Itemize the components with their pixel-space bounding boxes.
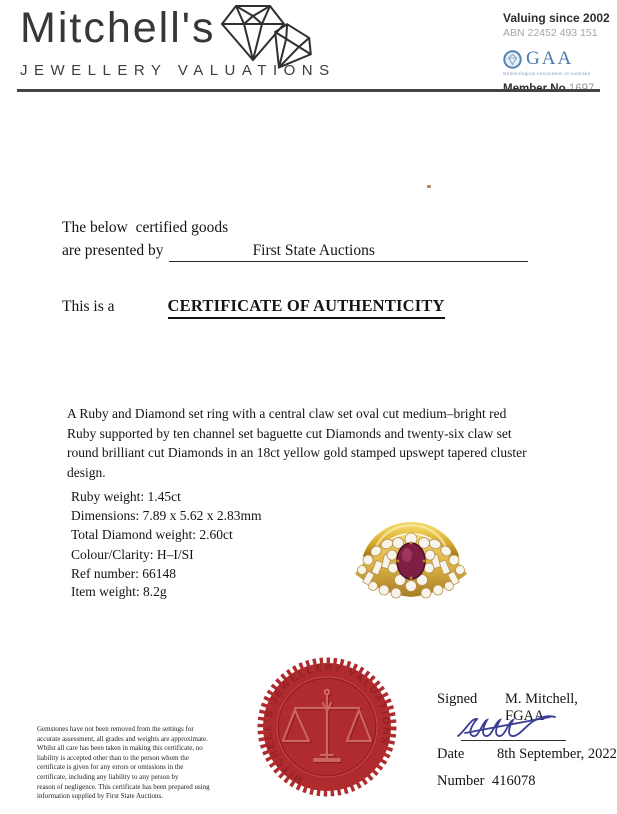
- disclaimer-line: reason of negligence. This certificate has been prepared using: [37, 782, 210, 791]
- number-value: 416078: [492, 773, 536, 789]
- disclaimer-line: certificate, including any liability to any person by: [37, 772, 179, 781]
- ring-photo: [341, 498, 481, 604]
- presented-by-row: [62, 242, 528, 262]
- ruby-weight-line: Ruby weight: 1.45ct: [71, 489, 181, 504]
- scan-speck: [427, 185, 431, 188]
- certificate-title-row: [62, 296, 445, 319]
- diamond-weight-line: Total Diamond weight: 2.60ct: [71, 527, 233, 543]
- ref-number-line: Ref number: 66148: [71, 565, 176, 581]
- item-weight-line: Item weight: 8.2g: [71, 584, 167, 599]
- item-description: A Ruby and Diamond set ring with a central claw set oval cut medium–bright red Ruby supported by ten channel set baguette cut Diamonds and twenty-six claw set round brilliant cut Diamonds in an 18ct yellow gold stamped upswept tapered cluster design.: [67, 406, 527, 480]
- this-is-a-label: This is a: [62, 298, 115, 315]
- date-value: 8th September, 2022: [497, 746, 617, 762]
- header-right-block: [503, 11, 613, 95]
- disclaimer-line: Whilst all care has been taken in making this certificate, no: [37, 744, 203, 753]
- disclaimer-line: certificate is given for any errors or omissions in the: [37, 763, 184, 772]
- brand-name: Mitchell's: [20, 4, 216, 52]
- disclaimer-line: Gemstones have not been removed from the settings for: [37, 725, 194, 733]
- tagline: Valuing since 2002: [503, 11, 610, 25]
- certified-goods-line: The below certified goods: [62, 219, 229, 236]
- brand-subtitle: JEWELLERY VALUATIONS: [20, 62, 336, 79]
- abn-number: ABN 22452 493 151: [503, 27, 598, 39]
- details-list: [71, 487, 262, 583]
- certificate-title: CERTIFICATE OF AUTHENTICITY: [168, 296, 445, 319]
- gaa-acronym: GAA: [526, 48, 574, 69]
- presenter-name: First State Auctions: [252, 242, 375, 259]
- presenter-underline: [169, 242, 528, 262]
- ruby-stone: [397, 543, 425, 579]
- seal-ring-text: MITCHELL'S JEWELLERY VALUATIONS: [263, 662, 392, 786]
- disclaimer-text: [37, 725, 242, 802]
- disclaimer-line: accurate assessment, all grades and weights are approximate.: [37, 734, 208, 743]
- wax-seal: [256, 656, 398, 798]
- handwritten-signature: [452, 706, 572, 744]
- presented-by-label: are presented by: [62, 242, 164, 259]
- gaa-logo: [503, 48, 613, 70]
- disclaimer-line: liability is accepted other than to the person whom the: [37, 753, 189, 762]
- number-label: Number: [437, 773, 485, 789]
- diamonds-logo-icon: [212, 2, 316, 72]
- gaa-subtext: Gemmological Association of Australia: [503, 71, 591, 76]
- dimensions-line: Dimensions: 7.89 x 5.62 x 2.83mm: [71, 508, 262, 524]
- header-divider: [17, 89, 600, 92]
- disclaimer-line: information supplied by First State Auctions.: [37, 792, 163, 801]
- gaa-emblem-icon: [503, 50, 522, 69]
- signature-underline: [461, 740, 566, 741]
- date-label: Date: [437, 746, 465, 762]
- signed-label: Signed: [437, 691, 478, 707]
- colour-clarity-line: Colour/Clarity: H–I/SI: [71, 546, 194, 562]
- signed-name: M. Mitchell, FGAA: [505, 691, 578, 724]
